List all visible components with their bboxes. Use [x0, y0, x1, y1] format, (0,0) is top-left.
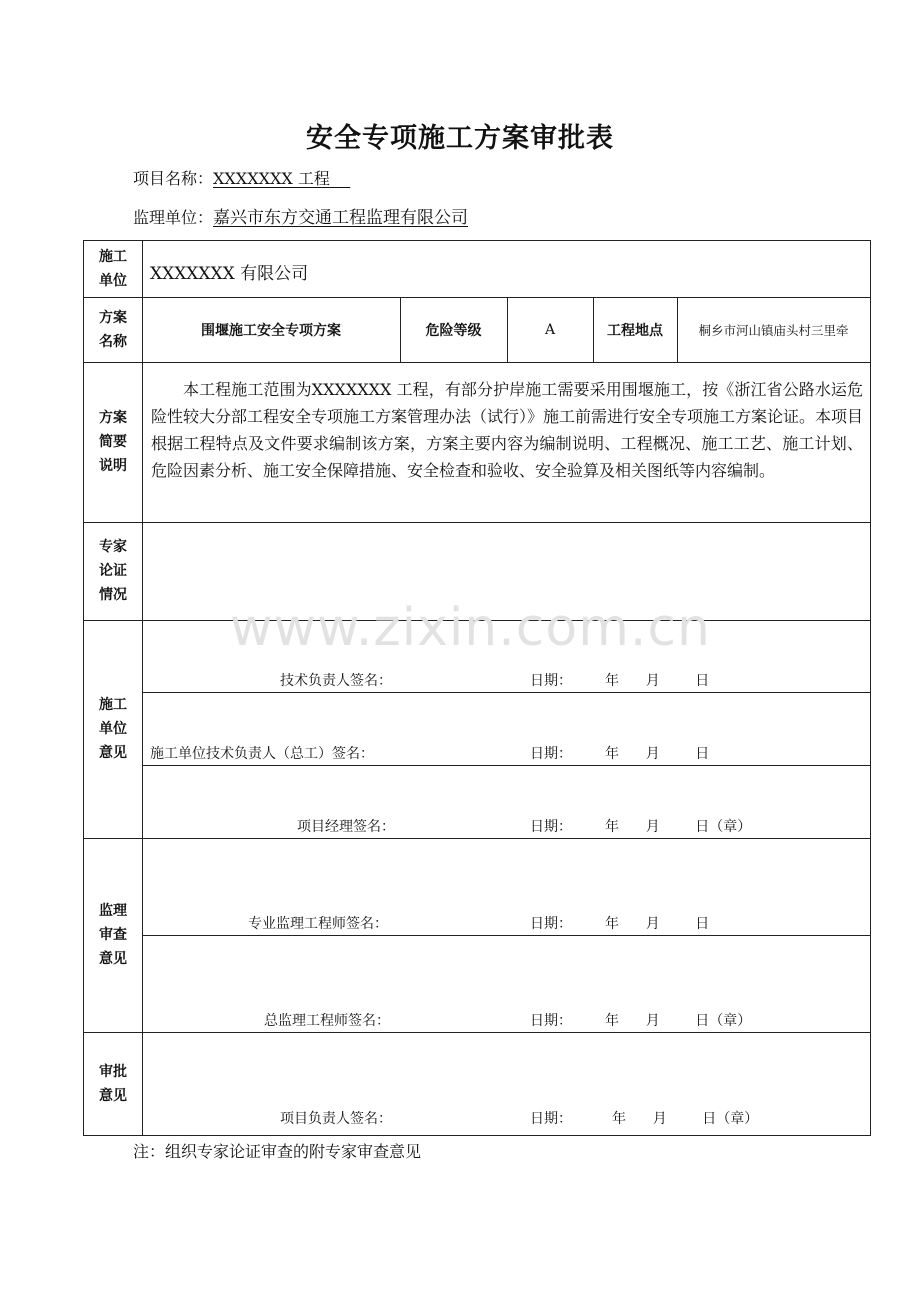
- construction-unit-value: XXXXXXX 有限公司: [150, 264, 309, 284]
- date-label: 日期：: [530, 673, 572, 689]
- watermark: www.zixin.com.cn: [230, 598, 711, 658]
- supervisor-line: [133, 203, 468, 228]
- date-fields: 年 月 日（章）: [612, 1111, 759, 1127]
- supervisor-value: 嘉兴市东方交通工程监理有限公司: [213, 208, 469, 228]
- approval-table: [83, 240, 871, 1136]
- plan-summary-label: 方案 简要 说明: [99, 410, 127, 474]
- date-label: 日期：: [530, 746, 572, 762]
- plan-name-value: 围堰施工安全专项方案: [201, 322, 341, 339]
- specialist-supervisor-signature-label: 专业监理工程师签名：: [248, 916, 388, 932]
- date-label: 日期：: [530, 916, 572, 932]
- date-fields: 年 月 日: [605, 916, 710, 932]
- risk-level-value: A: [544, 321, 556, 338]
- date-fields: 年 月 日: [605, 673, 710, 689]
- supervision-opinion-label: 监理 审查 意见: [99, 903, 127, 967]
- location-value: 桐乡市河山镇庙头村三里牵: [698, 322, 849, 338]
- project-manager-signature-label: 项目经理签名：: [297, 819, 395, 835]
- plan-name-label: 方案 名称: [99, 309, 127, 350]
- supervisor-label: 监理单位：: [133, 208, 214, 227]
- tech-lead-signature-label: 技术负责人签名：: [280, 673, 392, 689]
- chief-supervisor-signature-label: 总监理工程师签名：: [264, 1013, 390, 1029]
- chief-engineer-signature-label: 施工单位技术负责人（总工）签名：: [150, 746, 374, 762]
- footnote: 注：组织专家论证审查的附专家审查意见: [133, 1142, 422, 1161]
- construction-opinion-label: 施工 单位 意见: [99, 697, 127, 761]
- project-name-value: XXXXXXX 工程: [213, 169, 330, 188]
- approval-opinion-label: 审批 意见: [99, 1063, 127, 1104]
- date-fields: 年 月 日（章）: [605, 1013, 752, 1029]
- project-name-label: 项目名称：: [133, 169, 214, 188]
- date-fields: 年 月 日（章）: [605, 819, 752, 835]
- expert-review-label: 专家 论证 情况: [99, 539, 127, 603]
- risk-level-label: 危险等级: [425, 322, 482, 339]
- date-label: 日期：: [530, 819, 572, 835]
- construction-unit-label: 施工 单位: [99, 249, 127, 289]
- plan-summary-text: 本工程施工范围为XXXXXXX 工程，有部分护岸施工需要采用围堰施工，按《浙江省公路水运危险性较大分部工程安全专项施工方案管理办法（试行）》施工前需进行安全专项施工方案论证。本项目根据工程特点及文件要求编制该方案，方案主要内容为编制说明、工程概况、施工工艺、施工计划、危险因素分析、施工安全保障措施、安全检查和验收、安全验算及相关图纸等内容编制。: [151, 380, 864, 480]
- project-lead-signature-label: 项目负责人签名：: [280, 1111, 392, 1127]
- project-name-line: [133, 166, 350, 189]
- form-title: 安全专项施工方案审批表: [306, 123, 614, 154]
- date-label: 日期：: [530, 1013, 572, 1029]
- date-fields: 年 月 日: [605, 746, 710, 762]
- date-label: 日期：: [530, 1111, 572, 1127]
- location-label: 工程地点: [607, 322, 663, 339]
